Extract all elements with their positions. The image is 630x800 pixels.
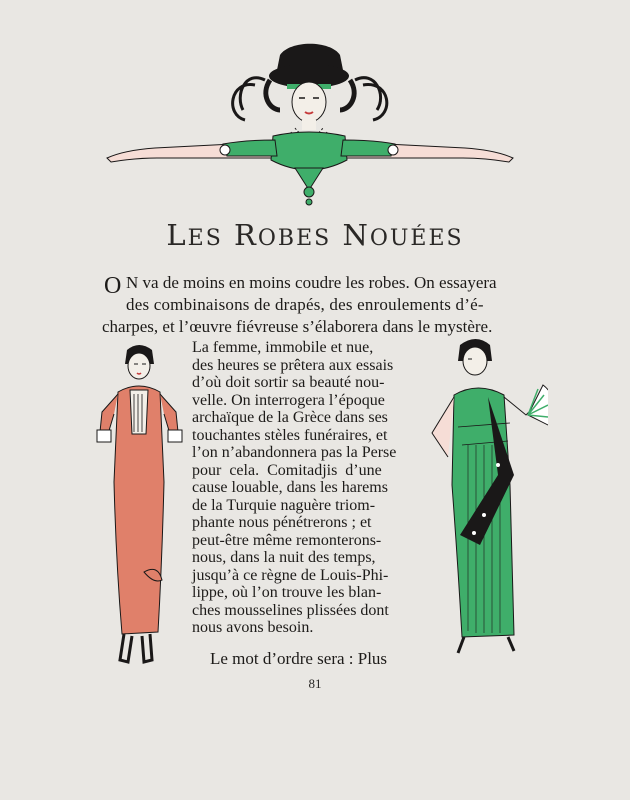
- text-line: phante nous pénétrerons ; et: [192, 514, 372, 531]
- top-figure-illustration: [95, 40, 525, 210]
- text-line: charpes, et l’œuvre fiévreuse s’élaborera dans le mystère.: [102, 317, 493, 336]
- text-line: velle. On interrogera l’époque: [192, 391, 385, 409]
- page-title: LES ROBES NOUÉES: [166, 218, 464, 252]
- left-figure-illustration: [92, 342, 187, 672]
- page-number: 81: [308, 676, 322, 691]
- text-line: N va de moins en moins coudre les robes. On essayera: [126, 273, 497, 292]
- text-line: des combinaisons de drapés, des enroulements d’é-: [126, 295, 484, 314]
- text-line: nous, dans la nuit des temps,: [192, 549, 376, 566]
- text-line: ches mousselines plissées dont: [192, 601, 389, 619]
- text-line-continued: Le mot d’ordre sera : Plus: [210, 649, 388, 668]
- text-line: des heures se prêtera aux essais: [192, 356, 394, 374]
- text-line: lippe, où l’on trouve les blan-: [192, 584, 382, 601]
- text-line: d’où doit sortir sa beauté nou-: [192, 374, 385, 391]
- text-line: La femme, immobile et nue,: [192, 339, 374, 356]
- right-figure-illustration: [418, 335, 548, 655]
- text-line: pour cela. Comitadjis d’une: [192, 461, 382, 479]
- text-line: touchantes stèles funéraires, et: [192, 426, 388, 444]
- text-line: cause louable, dans les harems: [192, 479, 388, 496]
- text-line: de la Turquie naguère triom-: [192, 496, 376, 514]
- text-line: archaïque de la Grèce dans ses: [192, 409, 388, 426]
- text-line: peut-être même remonterons-: [192, 531, 382, 549]
- drop-cap: O: [104, 273, 122, 299]
- text-line: l’on n’abandonnera pas la Perse: [192, 444, 397, 461]
- text-line: jusqu’à ce règne de Louis-Phi-: [192, 566, 389, 584]
- text-line: nous avons besoin.: [192, 619, 314, 636]
